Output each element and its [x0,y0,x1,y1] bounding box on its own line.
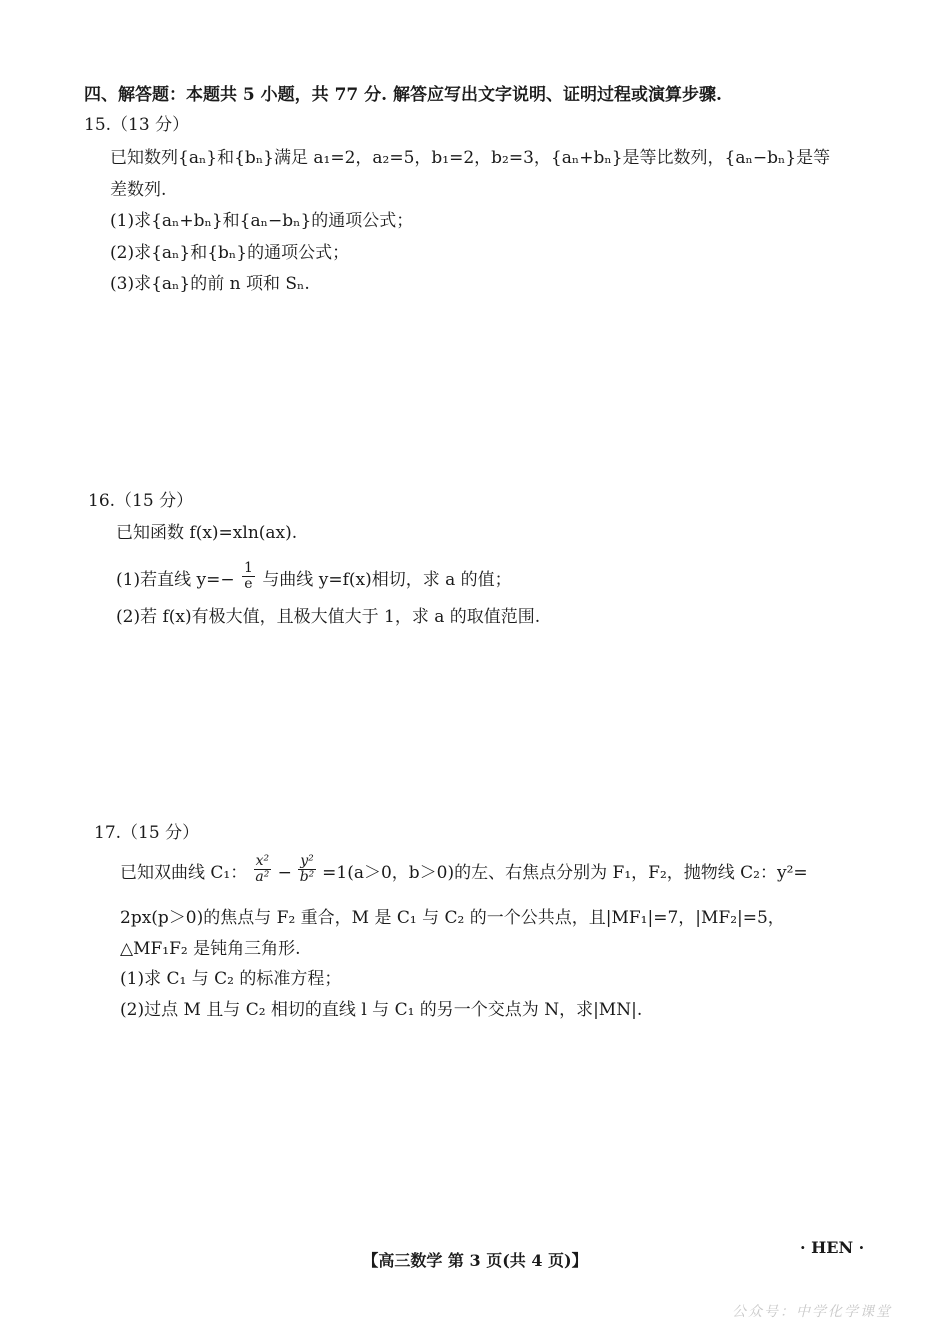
q17-part2: (2)过点 M 且与 C₂ 相切的直线 l 与 C₁ 的另一个交点为 N，求|MN|. [120,1000,643,1020]
q16-part1 [116,560,512,595]
q15-stem-line1: 已知数列{aₙ}和{bₙ}满足 a₁=2，a₂=5，b₁=2，b₂=3，{aₙ+bₙ}是等比数列，{aₙ−bₙ}是等 [110,148,831,168]
q16-number: 16.（15 分） [88,491,194,511]
q16-stem: 已知函数 f(x)=xln(ax). [116,523,298,543]
q17-fraction-y-denominator: b² [299,869,315,885]
q17-stem-line2: 2px(p＞0)的焦点与 F₂ 重合，M 是 C₁ 与 C₂ 的一个公共点，且|MF₁|=7，|MF₂|=5， [120,908,785,928]
q17-minus-sign: − [277,863,292,883]
q16-part1-text-a: (1)若直线 y=− [116,570,235,590]
q16-fraction-denominator: e [244,576,253,592]
q17-fraction-y [298,854,316,885]
paper-code: · HEN · [800,1238,865,1257]
q15-part2: (2)求{aₙ}和{bₙ}的通项公式； [110,243,350,263]
section-title: 四、解答题：本题共 5 小题，共 77 分. 解答应写出文字说明、证明过程或演算步骤. [84,85,722,105]
q15-number: 15.（13 分） [84,115,190,135]
q17-number: 17.（15 分） [94,823,200,843]
q16-fraction [242,561,255,592]
q17-fraction-y-numerator: y² [300,853,314,869]
q15-part3: (3)求{aₙ}的前 n 项和 Sₙ. [110,274,310,294]
q16-part1-text-b: 与曲线 y=f(x)相切，求 a 的值； [262,570,512,590]
watermark-text: 公众号：中学化学课堂 [732,1304,892,1320]
q15-stem-line2: 差数列. [110,180,167,200]
q17-fraction-x-numerator: x² [255,853,270,869]
q17-stem-text-b: =1(a＞0，b＞0)的左、右焦点分别为 F₁，F₂，抛物线 C₂：y²= [322,863,808,883]
q17-part1: (1)求 C₁ 与 C₂ 的标准方程； [120,969,342,989]
q16-fraction-numerator: 1 [243,560,253,576]
q15-part1: (1)求{aₙ+bₙ}和{aₙ−bₙ}的通项公式； [110,211,414,231]
q16-part2: (2)若 f(x)有极大值，且极大值大于 1，求 a 的取值范围. [116,607,541,627]
page-footer-info: 【高三数学 第 3 页(共 4 页)】 [362,1251,588,1270]
q17-stem-line3: △MF₁F₂ 是钝角三角形. [120,939,301,959]
q17-fraction-x [254,854,272,885]
q17-stem-text-a: 已知双曲线 C₁： [120,863,248,883]
q17-stem-line1 [120,853,808,892]
q17-fraction-x-denominator: a² [255,869,270,885]
